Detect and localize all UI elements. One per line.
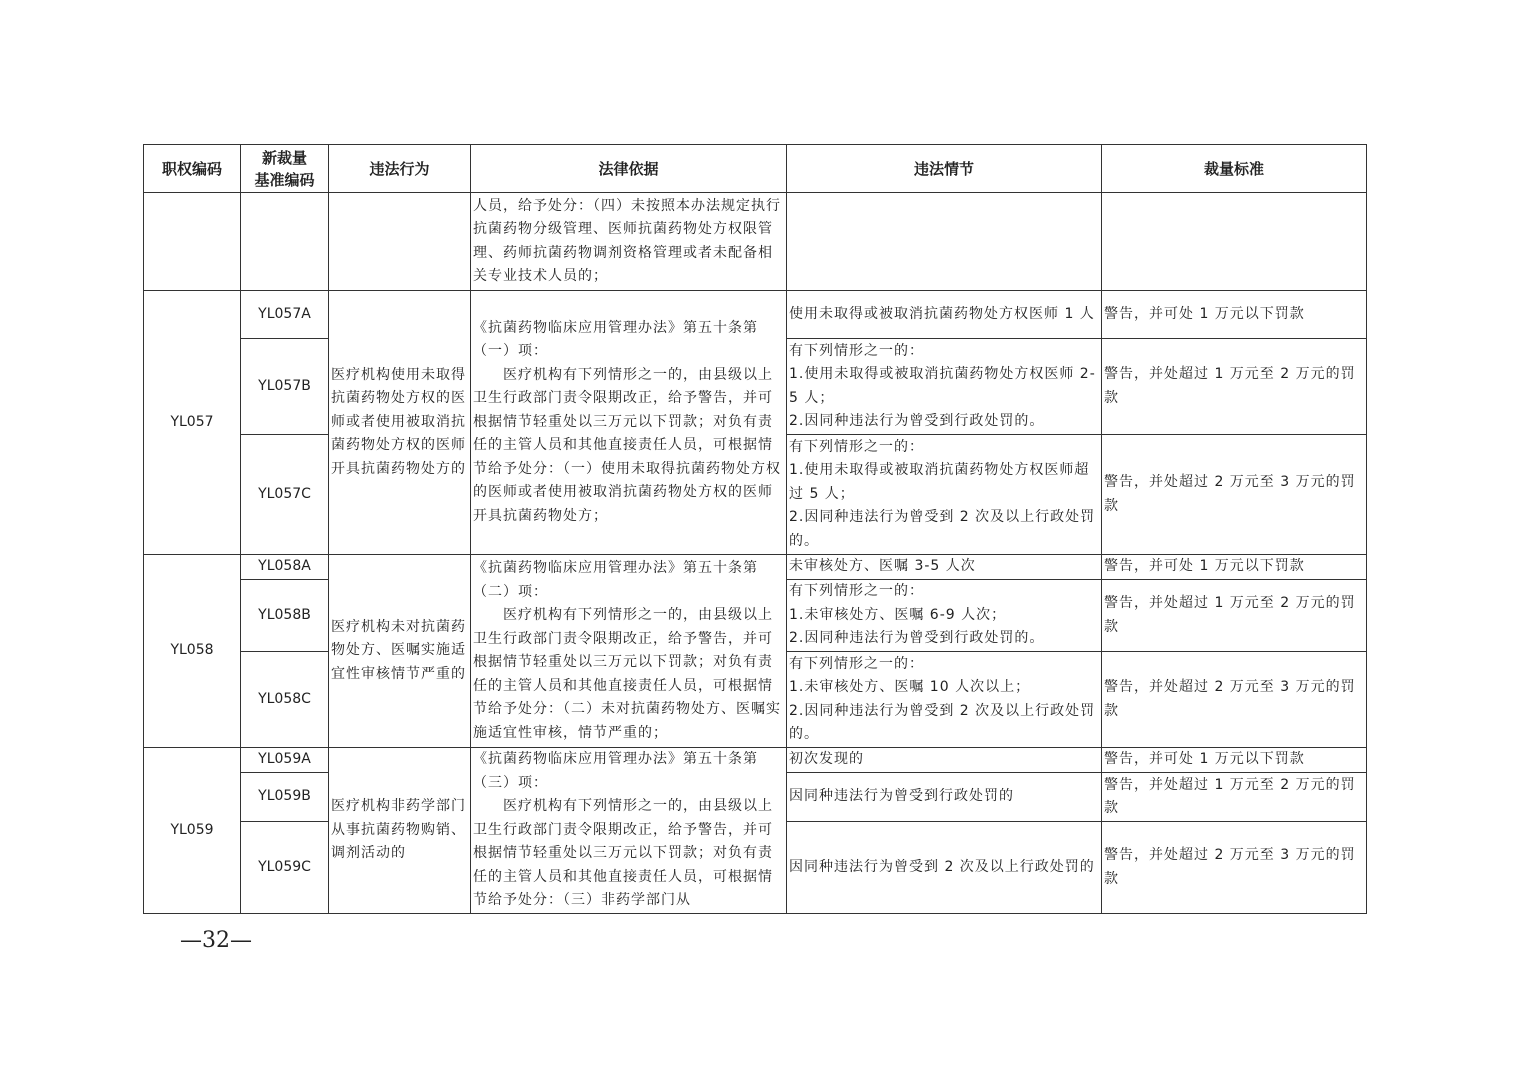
- basis-body: 医疗机构有下列情形之一的，由县级以上卫生行政部门责令限期改正，给予警告，并可根据情节轻重处以三万元以下罚款；对负有责任的主管人员和其他直接责任人员，可根据情节给予处分：（三）非药学部门从: [473, 798, 773, 908]
- sub-code: YL058A: [241, 555, 329, 580]
- sub-code: YL057C: [241, 435, 329, 555]
- empty-cell: [241, 193, 329, 291]
- circumstance-cell: 因同种违法行为曾受到 2 次及以上行政处罚的: [787, 822, 1102, 914]
- empty-cell: [329, 193, 471, 291]
- standard-cell: 警告，并可处 1 万元以下罚款: [1102, 291, 1367, 339]
- standard-cell: 警告，并处超过 1 万元至 2 万元的罚款: [1102, 773, 1367, 822]
- penalty-table: [143, 144, 1367, 914]
- empty-cell: [787, 193, 1102, 291]
- basis-body: 医疗机构有下列情形之一的，由县级以上卫生行政部门责令限期改正，给予警告，并可根据情节轻重处以三万元以下罚款；对负有责任的主管人员和其他直接责任人员，可根据情节给予处分：（二）未对抗菌药物处方、医嘱实施适宜性审核，情节严重的；: [473, 607, 781, 741]
- legal-basis-cell: [471, 555, 787, 748]
- circumstance-cell: 有下列情形之一的： 1.使用未取得或被取消抗菌药物处方权医师超过 5 人； 2.因同种违法行为曾受到 2 次及以上行政处罚的。: [787, 435, 1102, 555]
- legal-basis-cell: [471, 291, 787, 555]
- header-standard: 裁量标准: [1102, 145, 1367, 193]
- authority-code: YL057: [144, 291, 241, 555]
- circumstance-cell: 有下列情形之一的： 1.未审核处方、医嘱 10 人次以上； 2.因同种违法行为曾受到 2 次及以上行政处罚的。: [787, 652, 1102, 748]
- authority-code: YL059: [144, 748, 241, 914]
- circumstance-cell: 使用未取得或被取消抗菌药物处方权医师 1 人: [787, 291, 1102, 339]
- sub-code: YL057A: [241, 291, 329, 339]
- basis-title: 《抗菌药物临床应用管理办法》第五十条第（一）项：: [473, 319, 758, 360]
- circumstance-cell: 因同种违法行为曾受到行政处罚的: [787, 773, 1102, 822]
- table-row: [144, 291, 1367, 339]
- table-row: [144, 748, 1367, 773]
- standard-cell: 警告，并处超过 1 万元至 2 万元的罚款: [1102, 339, 1367, 435]
- standard-cell: 警告，并处超过 2 万元至 3 万元的罚款: [1102, 435, 1367, 555]
- sub-code: YL059B: [241, 773, 329, 822]
- circumstance-cell: 有下列情形之一的： 1.使用未取得或被取消抗菌药物处方权医师 2-5 人； 2.因同种违法行为曾受到行政处罚的。: [787, 339, 1102, 435]
- circumstance-cell: 未审核处方、医嘱 3-5 人次: [787, 555, 1102, 580]
- header-row: [144, 145, 1367, 193]
- circumstance-cell: 初次发现的: [787, 748, 1102, 773]
- standard-cell: 警告，并可处 1 万元以下罚款: [1102, 555, 1367, 580]
- basis-title: 《抗菌药物临床应用管理办法》第五十条第（三）项：: [473, 751, 758, 791]
- standard-cell: 警告，并处超过 1 万元至 2 万元的罚款: [1102, 580, 1367, 652]
- table-row: [144, 555, 1367, 580]
- header-violation: 违法行为: [329, 145, 471, 193]
- table-row: [144, 193, 1367, 291]
- standard-cell: 警告，并处超过 2 万元至 3 万元的罚款: [1102, 822, 1367, 914]
- basis-title: 《抗菌药物临床应用管理办法》第五十条第（二）项：: [473, 560, 758, 600]
- sub-code: YL059C: [241, 822, 329, 914]
- sub-code: YL058B: [241, 580, 329, 652]
- header-circumstance: 违法情节: [787, 145, 1102, 193]
- circumstance-cell: 有下列情形之一的： 1.未审核处方、医嘱 6-9 人次； 2.因同种违法行为曾受到行政处罚的。: [787, 580, 1102, 652]
- violation-cell: 医疗机构非药学部门从事抗菌药物购销、调剂活动的: [329, 748, 471, 914]
- page-number: —32—: [180, 928, 252, 953]
- basis-body: 医疗机构有下列情形之一的，由县级以上卫生行政部门责令限期改正，给予警告，并可根据情节轻重处以三万元以下罚款；对负有责任的主管人员和其他直接责任人员，可根据情节给予处分：（一）使用未取得抗菌药物处方权的医师或者使用被取消抗菌药物处方权的医师开具抗菌药物处方；: [473, 366, 781, 524]
- empty-cell: [144, 193, 241, 291]
- standard-cell: 警告，并可处 1 万元以下罚款: [1102, 748, 1367, 773]
- legal-basis-cell: [471, 748, 787, 914]
- sub-code: YL057B: [241, 339, 329, 435]
- header-new-code: 新裁量 基准编码: [241, 145, 329, 193]
- violation-cell: 医疗机构未对抗菌药物处方、医嘱实施适宜性审核情节严重的: [329, 555, 471, 748]
- legal-basis-cell: 人员，给予处分：（四）未按照本办法规定执行抗菌药物分级管理、医师抗菌药物处方权限管理、药师抗菌药物调剂资格管理或者未配备相关专业技术人员的；: [471, 193, 787, 291]
- sub-code: YL059A: [241, 748, 329, 773]
- header-authority-code: 职权编码: [144, 145, 241, 193]
- sub-code: YL058C: [241, 652, 329, 748]
- empty-cell: [1102, 193, 1367, 291]
- authority-code: YL058: [144, 555, 241, 748]
- header-legal-basis: 法律依据: [471, 145, 787, 193]
- violation-cell: 医疗机构使用未取得抗菌药物处方权的医师或者使用被取消抗菌药物处方权的医师开具抗菌药物处方的: [329, 291, 471, 555]
- standard-cell: 警告，并处超过 2 万元至 3 万元的罚款: [1102, 652, 1367, 748]
